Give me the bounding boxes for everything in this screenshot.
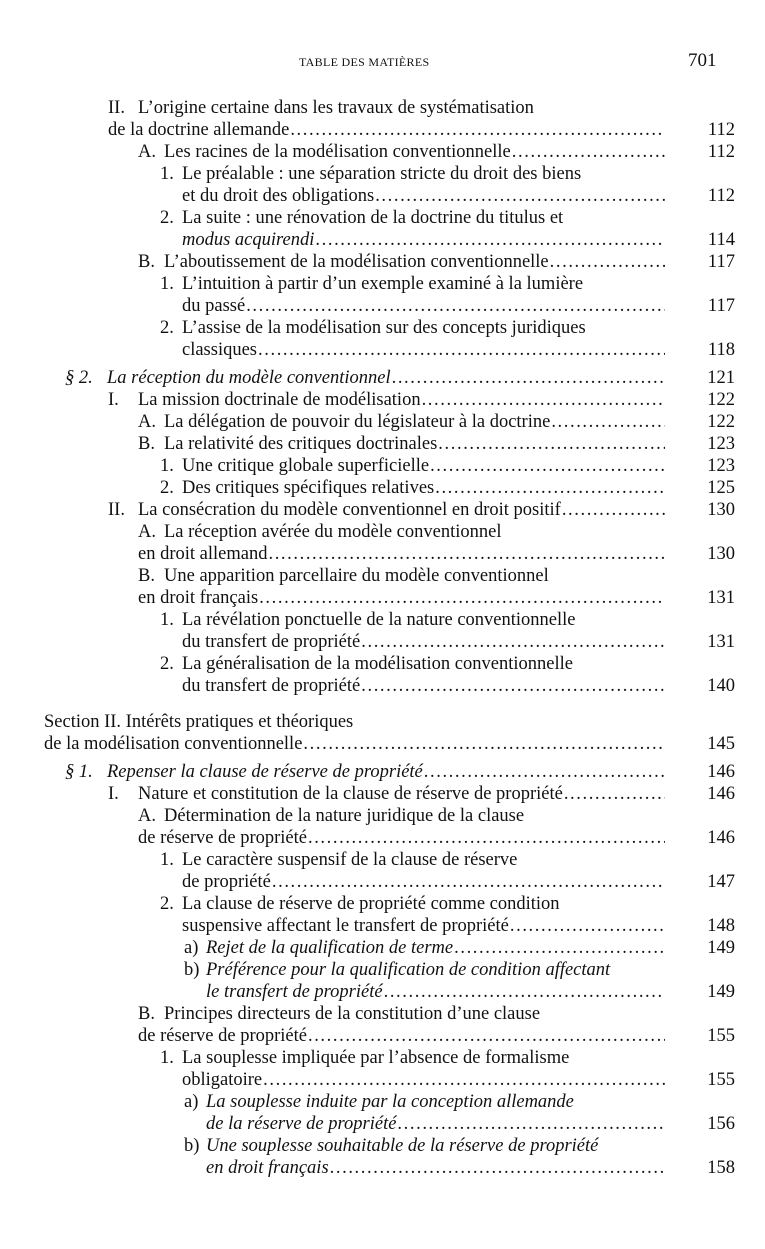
toc-entry-title: de la doctrine allemande: [108, 120, 290, 140]
toc-entry-title: de réserve de propriété: [138, 1026, 307, 1046]
toc-entry-title: Le caractère suspensif de la clause de réserve: [182, 850, 518, 870]
toc-entry-title: de la modélisation conventionnelle: [44, 734, 303, 754]
toc-page-number: 112: [707, 186, 735, 206]
toc-entry-marker: 2.: [160, 654, 174, 674]
toc-entry: [0, 455, 735, 477]
toc-page-number: 123: [707, 434, 735, 454]
toc-entry: [0, 411, 735, 433]
dot-leader: [438, 433, 665, 455]
toc-page-number: 147: [707, 872, 735, 892]
page-header: [0, 50, 765, 74]
toc-page-number: 146: [707, 784, 735, 804]
toc-page-number: 149: [707, 982, 735, 1002]
toc-entry: [0, 97, 735, 141]
toc-page-number: 155: [707, 1070, 735, 1090]
toc-entry-title: L’aboutissement de la modélisation conventionnelle: [164, 252, 549, 272]
toc-entry-marker: b): [184, 960, 200, 980]
toc-entry-title: Détermination de la nature juridique de la clause: [164, 806, 525, 826]
dot-leader: [551, 411, 665, 433]
toc-entry: [0, 1003, 735, 1047]
dot-leader: [258, 339, 665, 361]
dot-leader: [375, 185, 665, 207]
toc-entry: [0, 521, 735, 565]
dot-leader: [290, 119, 665, 141]
toc-entry-marker: A.: [138, 522, 156, 542]
toc-entry-title: Une critique globale superficielle: [182, 456, 430, 476]
toc-entry: [0, 1091, 735, 1135]
toc-entry-title: La réception du modèle conventionnel: [107, 368, 391, 388]
toc-page-number: 146: [707, 762, 735, 782]
toc-page-number: 122: [707, 412, 735, 432]
dot-leader: [268, 543, 665, 565]
toc-entry: [0, 207, 735, 251]
toc-entry-title: du passé: [182, 296, 246, 316]
toc-entry: [0, 653, 735, 697]
toc-page-number: 149: [707, 938, 735, 958]
toc-entry-title: le transfert de propriété: [206, 982, 383, 1002]
toc-page-number: 123: [707, 456, 735, 476]
toc-entry-title: obligatoire: [182, 1070, 263, 1090]
toc-entry: [0, 937, 735, 959]
toc-entry: [0, 141, 735, 163]
toc-entry: [0, 367, 735, 389]
dot-leader: [397, 1113, 665, 1135]
toc-entry-marker: A.: [138, 142, 156, 162]
toc-entry-marker: 1.: [160, 164, 174, 184]
dot-leader: [246, 295, 665, 317]
toc-entry-title: La mission doctrinale de modélisation: [138, 390, 421, 410]
dot-leader: [259, 587, 665, 609]
toc-entry: [0, 477, 735, 499]
dot-leader: [430, 455, 665, 477]
toc-entry: [0, 273, 735, 317]
toc-entry-marker: B.: [138, 434, 155, 454]
dot-leader: [315, 229, 665, 251]
running-title: TABLE DES MATIÈRES: [299, 55, 430, 69]
toc-entry: [0, 163, 735, 207]
toc-entry-title: du transfert de propriété: [182, 676, 361, 696]
toc-page-number: 146: [707, 828, 735, 848]
toc-entry-marker: B.: [138, 1004, 155, 1024]
toc-entry-title: et du droit des obligations: [182, 186, 375, 206]
table-of-contents: [0, 97, 765, 1179]
dot-leader: [361, 631, 665, 653]
toc-entry-title: en droit français: [206, 1158, 329, 1178]
toc-entry-marker: 2.: [160, 478, 174, 498]
toc-page-number: 118: [707, 340, 735, 360]
toc-entry-marker: I.: [108, 390, 119, 410]
toc-entry: [0, 433, 735, 455]
toc-entry-title: Des critiques spécifiques relatives: [182, 478, 435, 498]
dot-leader: [330, 1157, 665, 1179]
toc-entry-title: L’intuition à partir d’un exemple examiné à la lumière: [182, 274, 584, 294]
toc-entry-marker: 1.: [160, 456, 174, 476]
toc-entry: [0, 783, 735, 805]
toc-page-number: 117: [707, 252, 735, 272]
toc-entry-marker: I.: [108, 784, 119, 804]
toc-entry-title: Principes directeurs de la constitution d’une clause: [164, 1004, 541, 1024]
toc-entry-marker: B.: [138, 566, 155, 586]
toc-entry-title: de la réserve de propriété: [206, 1114, 397, 1134]
toc-entry-title: Nature et constitution de la clause de réserve de propriété: [138, 784, 563, 804]
toc-entry: [0, 1047, 735, 1091]
toc-entry-marker: a): [184, 938, 199, 958]
toc-entry: [0, 251, 735, 273]
toc-page-number: 112: [707, 142, 735, 162]
toc-entry: [0, 959, 735, 1003]
toc-entry-title: Une apparition parcellaire du modèle conventionnel: [164, 566, 549, 586]
toc-entry-title: La souplesse impliquée par l’absence de formalisme: [182, 1048, 570, 1068]
toc-entry-marker: a): [184, 1092, 199, 1112]
toc-entry-title: Les racines de la modélisation conventionnelle: [164, 142, 511, 162]
toc-entry-title: du transfert de propriété: [182, 632, 361, 652]
toc-page-number: 130: [707, 500, 735, 520]
toc-entry-marker: 1.: [160, 610, 174, 630]
toc-entry-marker: 1.: [160, 1048, 174, 1068]
dot-leader: [512, 141, 665, 163]
toc-entry-marker: A.: [138, 412, 156, 432]
toc-entry: [0, 317, 735, 361]
toc-entry: [0, 805, 735, 849]
toc-entry-title: en droit allemand: [138, 544, 268, 564]
toc-entry-title: Le préalable : une séparation stricte du droit des biens: [182, 164, 582, 184]
toc-entry-title: en droit français: [138, 588, 259, 608]
toc-entry-title: L’origine certaine dans les travaux de systématisation: [138, 98, 534, 118]
toc-entry: [0, 893, 735, 937]
dot-leader: [361, 675, 665, 697]
toc-entry-marker: 2.: [160, 318, 174, 338]
toc-page-number: 140: [707, 676, 735, 696]
toc-entry-title: La relativité des critiques doctrinales: [164, 434, 438, 454]
toc-entry-title: L’assise de la modélisation sur des concepts juridiques: [182, 318, 586, 338]
dot-leader: [564, 783, 665, 805]
toc-entry-marker: II.: [108, 500, 125, 520]
dot-leader: [384, 981, 665, 1003]
toc-page-number: 156: [707, 1114, 735, 1134]
page-number: 701: [688, 50, 717, 71]
toc-entry-title: Préférence pour la qualification de condition affectant: [206, 960, 611, 980]
toc-entry-marker: 1.: [160, 850, 174, 870]
toc-entry-marker: II.: [108, 98, 125, 118]
toc-page-number: 158: [707, 1158, 735, 1178]
toc-entry: [0, 711, 735, 755]
toc-page-number: 112: [707, 120, 735, 140]
toc-entry-title: La suite : une rénovation de la doctrine du titulus et: [182, 208, 564, 228]
toc-entry-marker: A.: [138, 806, 156, 826]
toc-entry: [0, 565, 735, 609]
toc-entry-title: La généralisation de la modélisation conventionnelle: [182, 654, 573, 674]
toc-entry: [0, 1135, 735, 1179]
toc-entry-title: de réserve de propriété: [138, 828, 307, 848]
dot-leader: [392, 367, 665, 389]
toc-entry: [0, 499, 735, 521]
toc-entry-title: Section II. Intérêts pratiques et théoriques: [44, 712, 354, 732]
toc-page-number: 131: [707, 632, 735, 652]
dot-leader: [454, 937, 665, 959]
toc-entry: [0, 761, 735, 783]
toc-entry-title: Rejet de la qualification de terme: [206, 938, 454, 958]
toc-entry-marker: 1.: [160, 274, 174, 294]
toc-entry-marker: 2.: [160, 894, 174, 914]
dot-leader: [272, 871, 665, 893]
toc-entry: [0, 609, 735, 653]
toc-entry-title: La clause de réserve de propriété comme condition: [182, 894, 560, 914]
toc-entry-marker: § 2.: [65, 368, 93, 388]
dot-leader: [435, 477, 665, 499]
toc-entry-title: Une souplesse souhaitable de la réserve de propriété: [206, 1136, 599, 1156]
dot-leader: [424, 761, 665, 783]
toc-entry-title: de propriété: [182, 872, 271, 892]
toc-page-number: 117: [707, 296, 735, 316]
dot-leader: [263, 1069, 665, 1091]
dot-leader: [550, 251, 665, 273]
toc-page-number: 130: [707, 544, 735, 564]
toc-page-number: 131: [707, 588, 735, 608]
toc-page-number: 148: [707, 916, 735, 936]
toc-entry: [0, 849, 735, 893]
toc-page-number: 114: [707, 230, 735, 250]
toc-page-number: 145: [707, 734, 735, 754]
toc-entry-title: classiques: [182, 340, 258, 360]
toc-page-number: 125: [707, 478, 735, 498]
toc-page-number: 121: [707, 368, 735, 388]
toc-entry-marker: b): [184, 1136, 200, 1156]
toc-entry-title: La consécration du modèle conventionnel en droit positif: [138, 500, 561, 520]
toc-entry-marker: § 1.: [65, 762, 93, 782]
toc-entry-title: La délégation de pouvoir du législateur à la doctrine: [164, 412, 551, 432]
toc-entry-title: La révélation ponctuelle de la nature conventionnelle: [182, 610, 576, 630]
toc-page-number: 122: [707, 390, 735, 410]
dot-leader: [422, 389, 665, 411]
toc-entry-marker: 2.: [160, 208, 174, 228]
dot-leader: [303, 733, 665, 755]
toc-entry-title: modus acquirendi: [182, 230, 315, 250]
toc-entry-title: suspensive affectant le transfert de propriété: [182, 916, 509, 936]
dot-leader: [308, 1025, 665, 1047]
toc-entry: [0, 389, 735, 411]
dot-leader: [308, 827, 665, 849]
toc-entry-marker: B.: [138, 252, 155, 272]
dot-leader: [562, 499, 665, 521]
toc-page-number: 155: [707, 1026, 735, 1046]
dot-leader: [510, 915, 665, 937]
toc-entry-title: La réception avérée du modèle conventionnel: [164, 522, 502, 542]
toc-entry-title: Repenser la clause de réserve de propriété: [107, 762, 423, 782]
toc-entry-title: La souplesse induite par la conception allemande: [206, 1092, 574, 1112]
